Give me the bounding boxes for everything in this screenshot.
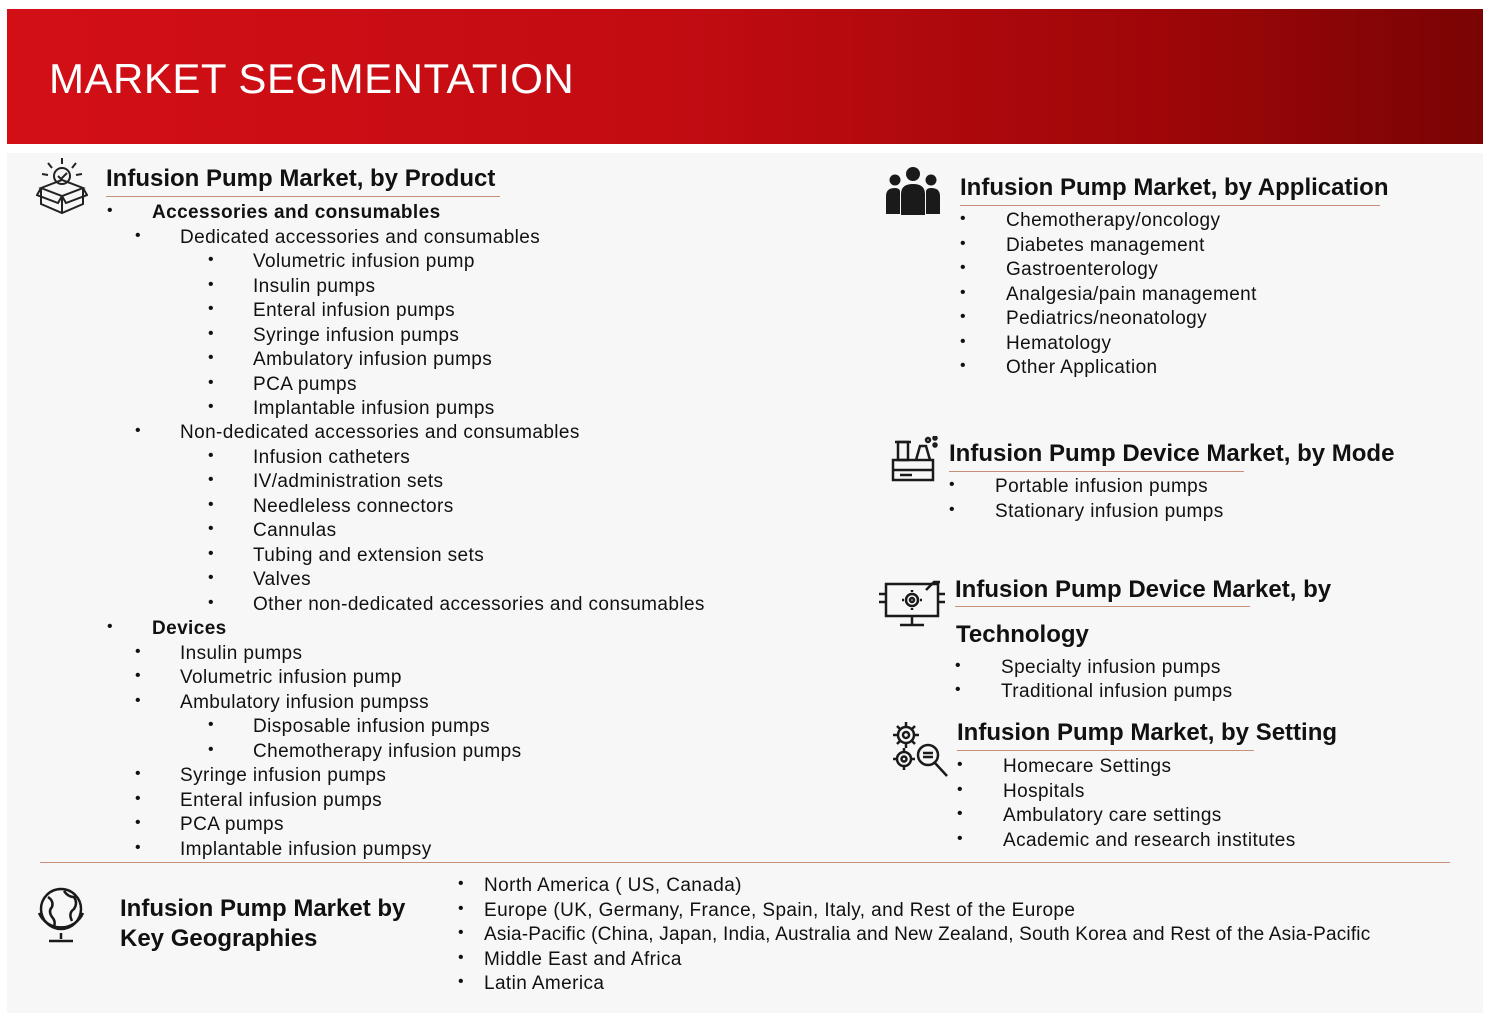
gears-search-icon [890,719,952,781]
technology-heading-underline [955,606,1250,607]
monitor-gear-icon [878,578,946,630]
application-heading: Infusion Pump Market, by Application [960,174,1389,201]
title-banner [7,9,1483,144]
globe-icon [34,883,88,945]
technology-heading-line2: Technology [956,621,1089,648]
product-heading: Infusion Pump Market, by Product [106,165,496,192]
people-group-icon [885,166,941,216]
mode-heading: Infusion Pump Device Market, by Mode [949,440,1395,467]
mode-heading-underline [949,471,1244,472]
setting-heading-underline [957,750,1254,751]
box-check-icon [36,156,88,216]
application-heading-underline [960,205,1380,206]
setting-heading: Infusion Pump Market, by Setting [957,719,1338,746]
page-title: MARKET SEGMENTATION [49,55,575,102]
geography-heading-line2: Key Geographies [120,925,318,952]
geography-heading-line1: Infusion Pump Market by [120,895,406,922]
lab-equipment-icon [890,436,940,484]
product-heading-underline [106,196,500,197]
section-divider [40,862,1450,863]
technology-heading-line1: Infusion Pump Device Market, by [955,576,1332,603]
